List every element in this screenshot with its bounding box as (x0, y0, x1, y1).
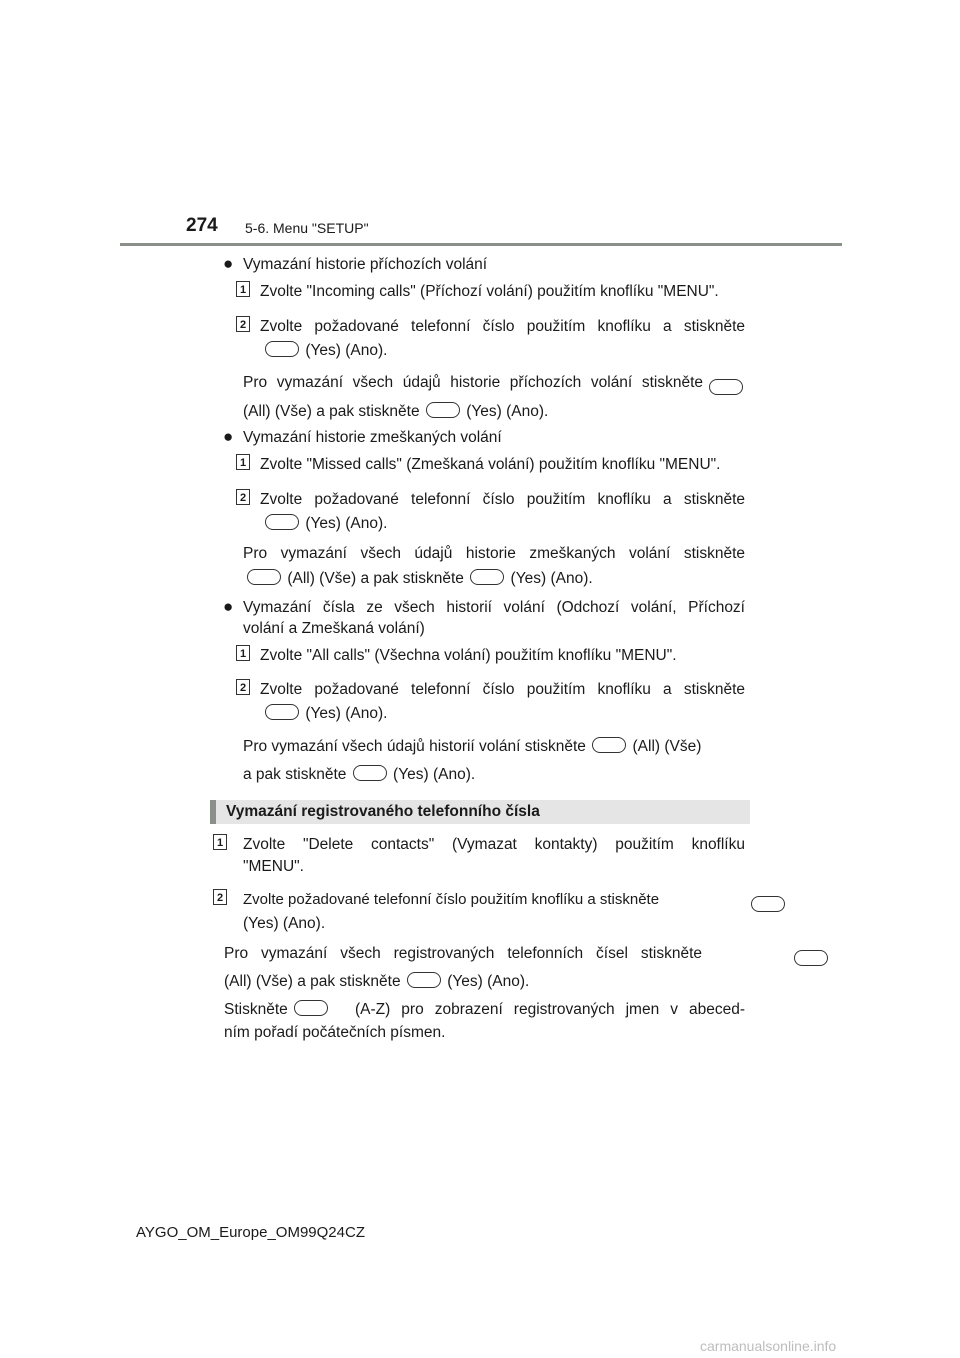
subsection-heading-text: Vymazání registrovaného telefonního čísla (226, 803, 540, 820)
yes-key-icon (470, 569, 504, 585)
document-id: AYGO_OM_Europe_OM99Q24CZ (136, 1224, 365, 1241)
yes-key-icon (265, 341, 299, 357)
s4-step1-line2: "MENU". (243, 858, 304, 875)
page-number: 274 (186, 215, 218, 236)
s2-note-text: Pro vymazání všech údajů historie zmeškaných volání stiskněte (243, 545, 745, 562)
yes-key-icon (265, 514, 299, 530)
s4-step2-line2: (Yes) (Ano). (243, 915, 326, 932)
step-number-1: 1 (213, 834, 227, 850)
s1-step2-text: Zvolte požadované telefonní číslo použitím knoflíku a stiskněte (260, 318, 745, 335)
subsection-heading (210, 800, 750, 824)
step-number-2: 2 (236, 489, 250, 505)
step-number-1: 1 (236, 645, 250, 661)
s3-step1-text: Zvolte "All calls" (Všechna volání) použitím knoflíku "MENU". (260, 647, 677, 664)
s1-step2-line2: (Yes) (Ano). (263, 341, 387, 361)
all-key-icon (247, 569, 281, 585)
bullet-icon: ● (223, 597, 234, 616)
s4-step1-text: Zvolte "Delete contacts" (Vymazat kontakty) použitím knoflíku (243, 836, 745, 853)
section-title: 5-6. Menu "SETUP" (245, 220, 369, 236)
s1-title: Vymazání historie příchozích volání (243, 256, 488, 273)
s1-note-line2: (All) (Vše) a pak stiskněte (Yes) (Ano). (243, 403, 549, 420)
s2-title: Vymazání historie zmeškaných volání (243, 429, 502, 446)
watermark: carmanualsonline.info (700, 1338, 837, 1354)
a-z-key-icon (294, 1000, 328, 1016)
s4-note-text: Pro vymazání všech registrovaných telefonních čísel stiskněte (224, 945, 702, 962)
yes-key-icon (407, 972, 441, 988)
s2-note-line2: (All) (Vše) a pak stiskněte (Yes) (Ano). (245, 569, 593, 589)
s4-note2-text: (A-Z) pro zobrazení registrovaných jmen v abeced- (355, 1001, 745, 1018)
step-number-1: 1 (236, 454, 250, 470)
yes-key-icon (426, 402, 460, 418)
all-key-icon (794, 950, 828, 966)
s3-note-text: Pro vymazání všech údajů historií volání stiskněte (All) (Vše) (243, 738, 702, 755)
s4-note2-start: Stiskněte (224, 1000, 330, 1020)
step-number-2: 2 (236, 679, 250, 695)
s1-note-text: Pro vymazání všech údajů historie příchozích volání stiskněte (243, 374, 703, 391)
bullet-icon: ● (223, 427, 234, 446)
step-number-2: 2 (236, 316, 250, 332)
step-number-2: 2 (213, 889, 227, 905)
s3-step2-text: Zvolte požadované telefonní číslo použitím knoflíku a stiskněte (260, 681, 745, 698)
s3-step2-line2: (Yes) (Ano). (263, 704, 387, 724)
s3-note-line2: a pak stiskněte (Yes) (Ano). (243, 766, 476, 783)
s4-note2-line2: ním pořadí počátečních písmen. (224, 1024, 446, 1041)
s4-step2-text: Zvolte požadované telefonní číslo použitím knoflíku a stiskněte (243, 891, 660, 908)
s2-step2-line2: (Yes) (Ano). (263, 514, 387, 534)
s2-step2-text: Zvolte požadované telefonní číslo použitím knoflíku a stiskněte (260, 491, 745, 508)
s3-title: Vymazání čísla ze všech historií volání (Odchozí volání, Příchozí (243, 599, 745, 616)
header-divider (120, 243, 842, 246)
yes-key-icon (751, 896, 785, 912)
all-key-icon (592, 737, 626, 753)
s1-step1-text: Zvolte "Incoming calls" (Příchozí volání) použitím knoflíku "MENU". (260, 283, 719, 300)
yes-key-icon (265, 704, 299, 720)
step-number-1: 1 (236, 281, 250, 297)
yes-key-icon (353, 765, 387, 781)
s4-note-line2: (All) (Vše) a pak stiskněte (Yes) (Ano). (224, 973, 530, 990)
all-key-icon (709, 379, 743, 395)
s3-title-line2: volání a Zmeškaná volání) (243, 620, 425, 637)
s2-step1-text: Zvolte "Missed calls" (Zmeškaná volání) použitím knoflíku "MENU". (260, 456, 721, 473)
bullet-icon: ● (223, 254, 234, 273)
